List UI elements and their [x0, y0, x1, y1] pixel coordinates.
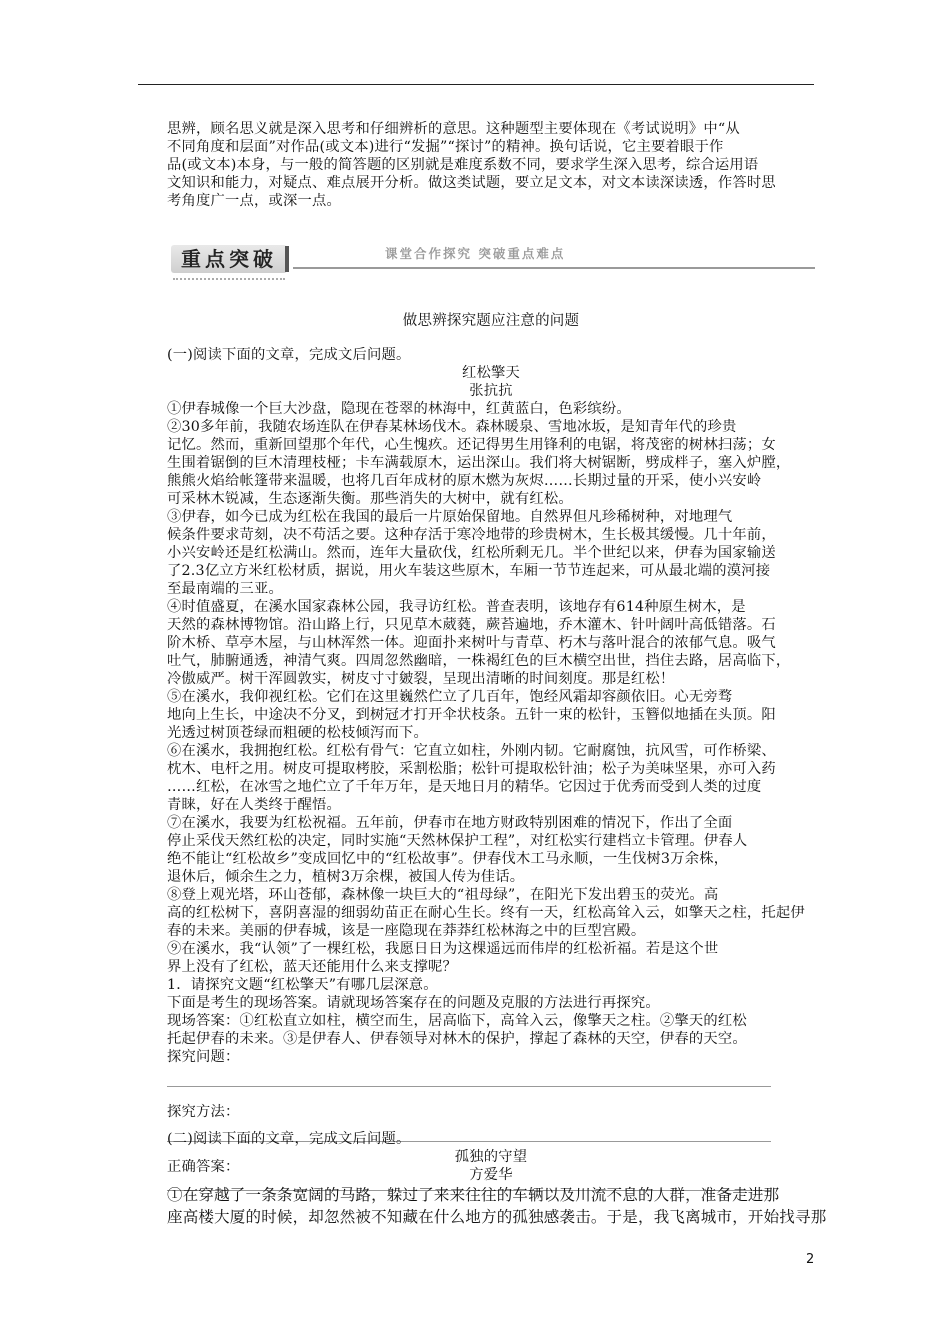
part1-instruction: (一)阅读下面的文章，完成文后问题。 [167, 347, 411, 363]
text-line: ⑤在溪水，我仰视红松。它们在这里巍然伫立了几百年，饱经风霜却容颜依旧。心无旁骛 [167, 689, 733, 705]
page-number: 2 [806, 1252, 815, 1267]
text-line: 地向上生长，中途决不分叉，到树冠才打开伞状枝条。五针一束的松针，玉簪似地插在头顶。阳 [167, 707, 776, 723]
text-line: 阶木桥、草亭木屋，与山林浑然一体。迎面扑来树叶与青草、朽木与落叶混合的浓郁气息。吸气 [167, 635, 776, 651]
text-line: 至最南端的三亚。 [167, 581, 283, 597]
banner-badge: 重点突破 [171, 245, 287, 273]
text-line: 界上没有了红松，蓝天还能用什么来支撑呢？ [167, 959, 457, 975]
text-line: 枕木、电杆之用。树皮可提取栲胶，采割松脂；松针可提取松针油；松子为美味坚果，亦可入药 [167, 761, 776, 777]
header-rule [138, 84, 814, 85]
text-line: 座高楼大厦的时候，却忽然被不知藏在什么地方的孤独感袭击。于是，我飞离城市，开始找寻那 [167, 1208, 827, 1226]
text-line: 退休后，倾余生之力，植树3万余棵，被国人传为佳话。 [167, 869, 525, 885]
text-line: 思辨，顾名思义就是深入思考和仔细辨析的意思。这种题型主要体现在《考试说明》中“从 [167, 121, 740, 137]
text-line: ⑧登上观光塔，环山苍郁，森林像一块巨大的“祖母绿”，在阳光下发出碧玉的荧光。高 [167, 887, 719, 903]
part2-instruction: (二)阅读下面的文章，完成文后问题。 [167, 1131, 411, 1147]
text-line: 现场答案：①红松直立如柱，横空而生，居高临下，高耸入云，像擎天之柱。②擎天的红松 [167, 1013, 747, 1029]
part2-title: 孤独的守望 [454, 1149, 528, 1165]
section-banner [167, 242, 815, 282]
text-line: 品(或文本)本身，与一般的简答题的区别就是难度系数不同，要求学生深入思考，综合运用语 [167, 157, 759, 173]
text-line: ⑨在溪水，我“认领”了一棵红松，我愿日日为这棵遥远而伟岸的红松祈福。若是这个世 [167, 941, 719, 957]
text-line: 考角度广一点，或深一点。 [167, 193, 341, 209]
text-line: 托起伊春的未来。③是伊春人、伊春领导对林木的保护，撑起了森林的天空，伊春的天空。 [167, 1031, 747, 1047]
banner-dotted-line [173, 273, 285, 280]
text-line: 下面是考生的现场答案。请就现场答案存在的问题及克服的方法进行再探究。 [167, 995, 660, 1011]
text-line: ①在穿越了一条条宽阔的马路，躲过了来来往往的车辆以及川流不息的人群，准备走进那 [167, 1186, 780, 1204]
text-line: 青睐，好在人类终于醒悟。 [167, 797, 341, 813]
text-line: 候条件要求苛刻，决不苟活之要。这种存活于寒冷地带的珍贵树木，生长极其缓慢。几十年前， [167, 527, 776, 543]
banner-underline [293, 267, 815, 269]
text-line: 小兴安岭还是红松满山。然而，连年大量砍伐，红松所剩无几。半个世纪以来，伊春为国家输送 [167, 545, 776, 561]
text-line: ……红松，在冰雪之地伫立了千年万年，是天地日月的精华。它因过于优秀而受到人类的过度 [167, 779, 762, 795]
text-line: 冷傲威严。树干浑圆敦实，树皮寸寸皴裂，呈现出清晰的时间刻度。那是红松！ [167, 671, 675, 687]
part1-title: 红松擎天 [462, 365, 520, 381]
text-line: ⑥在溪水，我拥抱红松。红松有骨气：它直立如柱，外刚内韧。它耐腐蚀，抗风雪，可作桥梁、 [167, 743, 776, 759]
banner-slogan: 课堂合作探究 突破重点难点 [385, 246, 566, 261]
text-line: 了2.3亿立方米红松材质，据说，用火车装这些原木，车厢一节节连起来，可从最北端的漠河接 [167, 563, 771, 579]
part1-author: 张抗抗 [469, 383, 513, 399]
part1-body [167, 400, 815, 1048]
text-line: ④时值盛夏，在溪水国家森林公园，我寻访红松。普查表明，该地存有614种原生树木，是 [167, 599, 746, 615]
part1 [167, 346, 815, 1193]
question-answer-label: 正确答案： [167, 1159, 240, 1175]
text-line: ③伊春，如今已成为红松在我国的最后一片原始保留地。自然界但凡珍稀树种，对地理气 [167, 509, 733, 525]
text-line: 天然的森林博物馆。沿山路上行，只见草木葳蕤，蕨苔遍地，乔木灌木、针叶阔叶高低错落。石 [167, 617, 776, 633]
part2 [167, 1130, 827, 1228]
text-line: 吐气，肺腑通透，神清气爽。四周忽然幽暗，一株褐红色的巨木横空出世，挡住去路，居高临下， [167, 653, 791, 669]
text-line: 停止采伐天然红松的决定，同时实施“天然林保护工程”，对红松实行建档立卡管理。伊春人 [167, 833, 748, 849]
text-line: 生围着锯倒的巨木清理枝桠；卡车满载原木，运出深山。我们将大树锯断，劈成柈子，塞入炉膛， [167, 455, 791, 471]
part2-body [167, 1184, 827, 1228]
text-line: 光透过树顶苍绿而粗硬的松枝倾泻而下。 [167, 725, 428, 741]
text-line: ②30多年前，我随农场连队在伊春某林场伐木。森林暖泉、雪地冰坂，是知青年代的珍贵 [167, 419, 737, 435]
banner-divider [285, 246, 289, 272]
text-line: 1．请探究文题“红松擎天”有哪几层深意。 [167, 977, 438, 993]
part2-author: 方爱华 [469, 1167, 513, 1183]
text-line: 记忆。然而，重新回望那个年代，心生愧疚。还记得男生用锋利的电锯，将茂密的树林扫荡；女 [167, 437, 776, 453]
text-line: 可采林木锐减，生态逐渐失衡。那些消失的大树中，就有红松。 [167, 491, 573, 507]
section-title-wrap [167, 312, 815, 330]
text-line: ①伊春城像一个巨大沙盘，隐现在苍翠的林海中，红黄蓝白，色彩缤纷。 [167, 401, 631, 417]
text-line: 高的红松树下，喜阴喜湿的细弱幼苗正在耐心生长。终有一天，红松高耸入云，如擎天之柱，托起伊 [167, 905, 805, 921]
question-problem-label: 探究问题： [167, 1049, 240, 1065]
intro-paragraph [167, 120, 815, 210]
text-line: 不同角度和层面”对作品(或文本)进行“发掘”“探讨”的精神。换句话说，它主要着眼于作 [167, 139, 724, 155]
text-line: 春的未来。美丽的伊春城，该是一座隐现在莽莽红松林海之中的巨型宫殿。 [167, 923, 646, 939]
text-line: 熊熊火焰给帐篷带来温暖，也将几百年成材的原木燃为灰烬……长期过量的开采，使小兴安岭 [167, 473, 762, 489]
text-line: ⑦在溪水，我要为红松祝福。五年前，伊春市在地方财政特别困难的情况下，作出了全面 [167, 815, 733, 831]
section-title: 做思辨探究题应注意的问题 [402, 313, 580, 329]
answer-line-problem[interactable] [167, 1072, 771, 1087]
text-line: 文知识和能力，对疑点、难点展开分析。做这类试题，要立足文本，对文本读深读透，作答时思 [167, 175, 776, 191]
question-method-label: 探究方法： [167, 1104, 240, 1120]
text-line: 绝不能让“红松故乡”变成回忆中的“红松故事”。伊春伐木工马永顺，一生伐树3万余株， [167, 851, 729, 867]
